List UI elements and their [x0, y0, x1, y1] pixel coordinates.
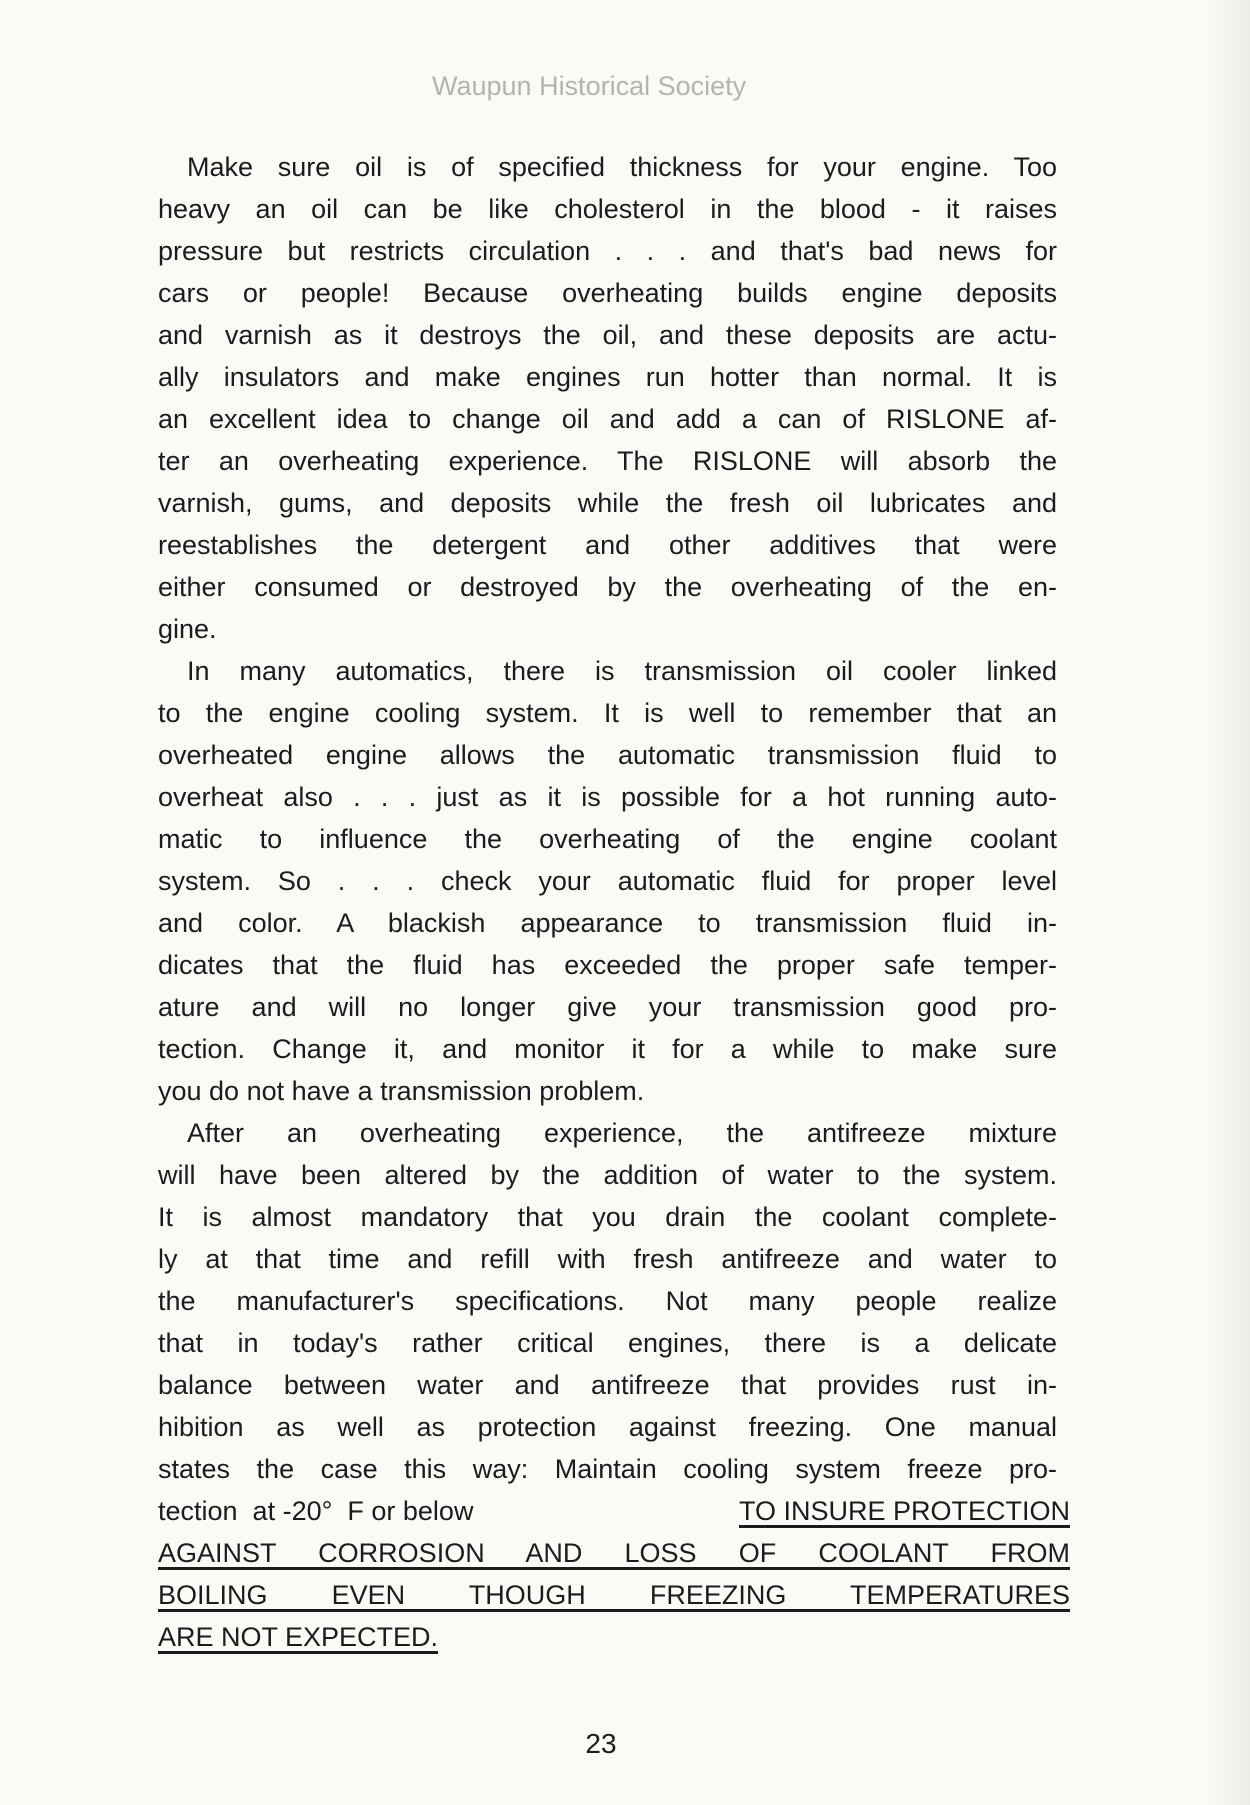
text-line: After an overheating experience, the antifreeze mixture	[187, 1118, 1057, 1148]
text-line: pressure but restricts circulation . . . and that's bad news for	[158, 236, 1057, 266]
underlined-emphasis: TO INSURE PROTECTION	[738, 1496, 1070, 1526]
text-line: ly at that time and refill with fresh antifreeze and water to	[158, 1244, 1057, 1274]
underlined-line	[158, 1574, 1070, 1616]
text-line-mixed	[158, 1490, 1070, 1532]
text-line: reestablishes the detergent and other additives that were	[158, 530, 1057, 560]
text-line: Make sure oil is of specified thickness for your engine. Too	[187, 152, 1057, 182]
underlined-emphasis: BOILING EVEN THOUGH FREEZING TEMPERATURES	[158, 1580, 1070, 1610]
text-line: In many automatics, there is transmission oil cooler linked	[187, 656, 1057, 686]
text-line: tection. Change it, and monitor it for a while to make sure	[158, 1034, 1057, 1064]
page-number: 23	[585, 1728, 617, 1759]
text-line: ally insulators and make engines run hotter than normal. It is	[158, 362, 1057, 392]
underlined-line	[158, 1616, 1070, 1658]
text-line: and color. A blackish appearance to transmission fluid in-	[158, 908, 1057, 938]
text-line: you do not have a transmission problem.	[158, 1076, 645, 1106]
text-line: ature and will no longer give your transmission good pro-	[158, 992, 1057, 1022]
text-line: overheated engine allows the automatic transmission fluid to	[158, 740, 1057, 770]
text-line: varnish, gums, and deposits while the fresh oil lubricates and	[158, 488, 1057, 518]
plain-text: tection at -20° F or below	[158, 1496, 474, 1526]
text-line: the manufacturer's specifications. Not many people realize	[158, 1286, 1057, 1316]
text-line: dicates that the fluid has exceeded the proper safe temper-	[158, 950, 1057, 980]
underlined-emphasis: AGAINST CORROSION AND LOSS OF COOLANT FROM	[158, 1538, 1070, 1568]
underlined-line	[158, 1532, 1070, 1574]
text-line: hibition as well as protection against freezing. One manual	[158, 1412, 1057, 1442]
text-line: gine.	[158, 614, 217, 644]
text-line: states the case this way: Maintain cooling system freeze pro-	[158, 1454, 1057, 1484]
text-line: that in today's rather critical engines, there is a delicate	[158, 1328, 1057, 1358]
text-line: overheat also . . . just as it is possible for a hot running auto-	[158, 782, 1057, 812]
text-line: either consumed or destroyed by the overheating of the en-	[158, 572, 1057, 602]
text-line: system. So . . . check your automatic fluid for proper level	[158, 866, 1057, 896]
watermark: Waupun Historical Society	[432, 71, 747, 101]
underlined-emphasis: ARE NOT EXPECTED.	[158, 1622, 439, 1652]
text-line: and varnish as it destroys the oil, and these deposits are actu-	[158, 320, 1057, 350]
text-line: cars or people! Because overheating builds engine deposits	[158, 278, 1057, 308]
page-edge-shadow	[1210, 0, 1250, 1805]
text-line: to the engine cooling system. It is well to remember that an	[158, 698, 1057, 728]
text-line: matic to influence the overheating of the engine coolant	[158, 824, 1057, 854]
body-text	[158, 146, 1070, 1658]
text-line: an excellent idea to change oil and add a can of RISLONE af-	[158, 404, 1057, 434]
text-line: will have been altered by the addition of water to the system.	[158, 1160, 1057, 1190]
text-line: balance between water and antifreeze that provides rust in-	[158, 1370, 1057, 1400]
text-line: heavy an oil can be like cholesterol in the blood - it raises	[158, 194, 1057, 224]
text-line: It is almost mandatory that you drain the coolant complete-	[158, 1202, 1057, 1232]
text-line: ter an overheating experience. The RISLONE will absorb the	[158, 446, 1057, 476]
